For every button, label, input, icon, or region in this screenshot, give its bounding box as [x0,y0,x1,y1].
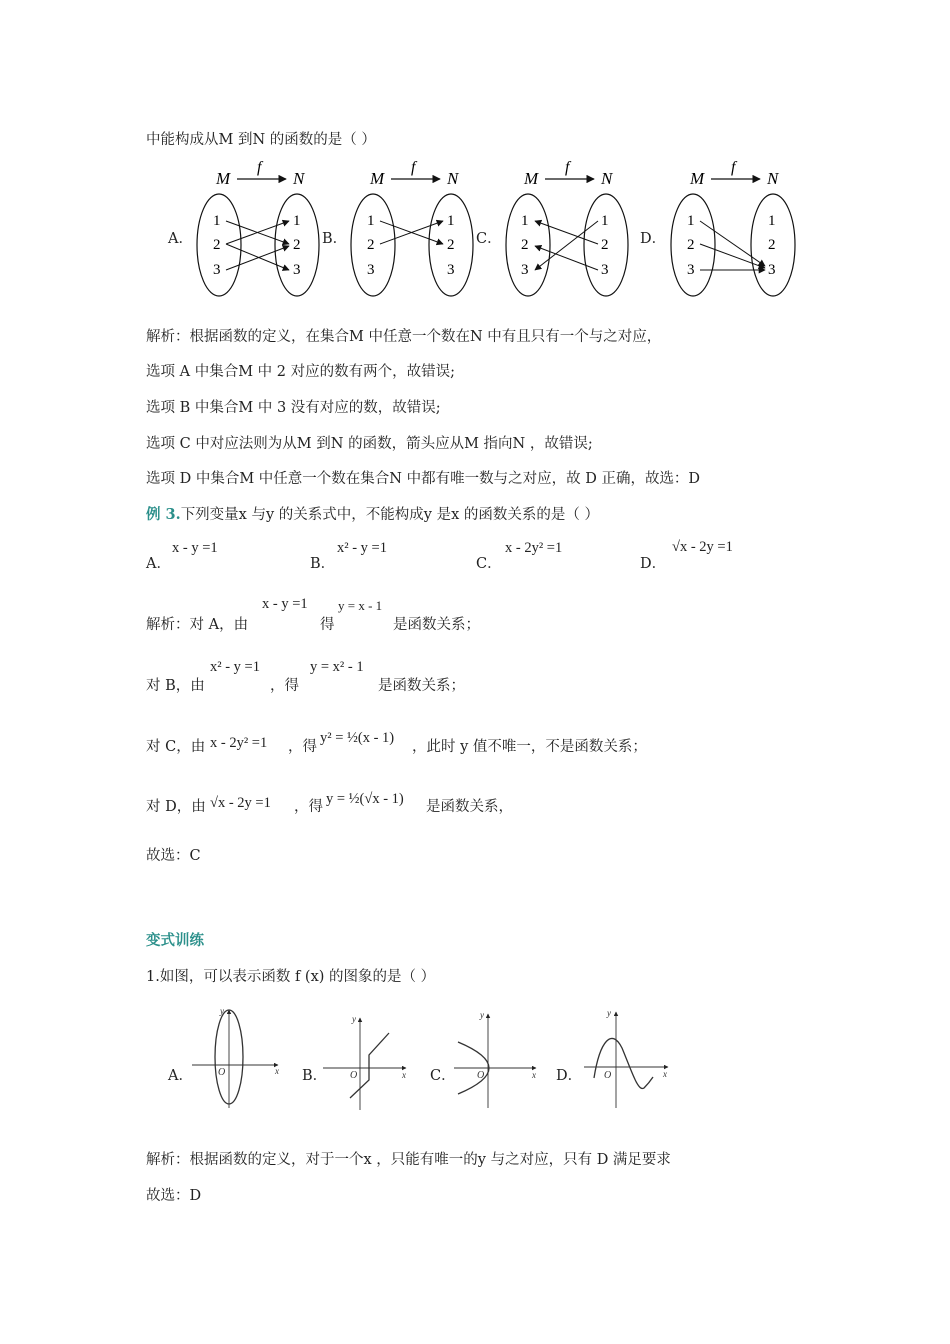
svg-text:1: 1 [367,213,375,229]
solution-3-a-post: 是函数关系； [393,617,480,633]
solution-3-d-pre: 对 D，由 [146,799,206,815]
svg-text:1: 1 [687,213,695,229]
svg-text:3: 3 [447,262,455,278]
svg-text:1: 1 [447,213,455,229]
solution-3-c-eq2: y² = ½(x - 1) [320,730,395,746]
solution-3-d-eq1: √x - 2y =1 [210,795,271,811]
solution-3-c-eq1: x - 2y² =1 [210,735,268,751]
svg-text:2: 2 [213,237,221,253]
solution-3-c-mid: ，得 [288,739,317,755]
mapping-diagram-d [671,159,795,296]
svg-text:1: 1 [213,213,221,229]
option-c-label: C． [476,231,502,247]
solution-3-b-post: 是函数关系； [378,678,465,694]
solution-3-answer: 故选：C [146,848,201,864]
mapping-diagram-a [197,159,319,296]
svg-text:1: 1 [521,213,529,229]
svg-text:O: O [604,1070,612,1081]
svg-text:M: M [524,169,539,188]
example-3-text: 下列变量x 与y 的关系式中，不能构成y 是x 的函数关系的是（ ） [180,507,599,523]
svg-text:N: N [293,169,305,188]
svg-text:x: x [663,1069,667,1079]
svg-text:2: 2 [447,237,455,253]
svg-text:M: M [690,169,705,188]
solution-3-b-eq2: y = x² - 1 [310,659,364,675]
svg-text:2: 2 [367,237,375,253]
function-graphs [0,1000,950,1115]
ex3-option-d-eq: √x - 2y =1 [672,539,733,555]
svg-text:f: f [731,159,736,176]
graph-c [454,1010,536,1108]
svg-text:2: 2 [601,237,609,253]
svg-text:2: 2 [521,237,529,253]
svg-text:2: 2 [293,237,301,253]
ex3-option-c: C． [476,556,502,572]
graph-b [323,1014,406,1110]
svg-text:3: 3 [601,262,609,278]
svg-text:3: 3 [293,262,301,278]
svg-text:1: 1 [293,213,301,229]
svg-text:f: f [257,159,262,176]
solution-2-line-5: 选项 D 中集合M 中任意一个数在集合N 中都有唯一数与之对应，故 D 正确，故选：D [146,471,701,487]
svg-text:3: 3 [213,262,221,278]
ex3-option-a-eq: x - y =1 [172,540,218,556]
solution-3-d-mid: ，得 [294,799,323,815]
mapping-diagram-b [351,159,473,296]
option-a-label: A． [168,231,193,247]
svg-text:3: 3 [768,262,776,278]
solution-3-a-eq2: y = x - 1 [338,598,383,613]
ex3-option-c-eq: x - 2y² =1 [505,540,563,556]
ex3-option-b-eq: x² - y =1 [337,540,387,556]
svg-text:N: N [767,169,779,188]
solution-2-line-2: 选项 A 中集合M 中 2 对应的数有两个，故错误; [146,364,455,380]
svg-text:2: 2 [687,237,695,253]
graph-a [192,1006,279,1108]
solution-2-line-3: 选项 B 中集合M 中 3 没有对应的数，故错误; [146,400,441,416]
solution-3-b-mid: ，得 [270,678,299,694]
variant-solution: 解析：根据函数的定义，对于一个x ，只能有唯一的y 与之对应，只有 D 满足要求 [146,1152,671,1168]
svg-text:y: y [220,1006,224,1016]
svg-text:y: y [607,1008,611,1018]
question-2-stem: 中能构成从M 到N 的函数的是（ ） [146,132,376,148]
svg-text:f: f [565,159,570,176]
svg-text:M: M [216,169,231,188]
solution-3-a-mid: 得 [320,617,335,633]
svg-text:M: M [370,169,385,188]
mapping-diagram-c [506,159,628,296]
graph-option-a-label: A． [168,1068,193,1084]
graph-option-b-label: B． [302,1068,328,1084]
option-d-label: D． [640,231,667,247]
solution-3-a-eq1: x - y =1 [262,596,308,612]
svg-text:1: 1 [601,213,609,229]
ex3-option-a: A． [146,556,171,572]
variant-answer: 故选：D [146,1188,202,1204]
solution-2-line-4: 选项 C 中对应法则为从M 到N 的函数，箭头应从M 指向N ，故错误; [146,436,593,452]
solution-2-line-1: 解析：根据函数的定义，在集合M 中任意一个数在N 中有且只有一个与之对应， [146,329,662,345]
graph-option-d-label: D． [556,1068,583,1084]
svg-text:O: O [350,1070,358,1081]
svg-text:x: x [402,1070,406,1080]
variant-heading: 变式训练 [146,932,204,949]
svg-text:1: 1 [768,213,776,229]
svg-text:N: N [601,169,613,188]
svg-text:y: y [352,1014,356,1024]
mapping-diagrams [0,150,950,305]
example-3-stem [146,503,599,524]
variant-question-1: 1.如图，可以表示函数 f (x) 的图象的是（ ） [146,969,436,985]
svg-text:x: x [532,1070,536,1080]
ex3-option-d: D． [640,556,667,572]
svg-text:O: O [218,1067,226,1078]
solution-3-b-pre: 对 B，由 [146,678,205,694]
solution-3-c-pre: 对 C，由 [146,739,206,755]
option-b-label: B． [322,231,348,247]
example-3-label: 例 3. [146,506,181,523]
solution-3-a-pre: 解析：对 A，由 [146,617,249,633]
svg-text:f: f [411,159,416,176]
svg-text:y: y [480,1010,484,1020]
svg-text:3: 3 [521,262,529,278]
ex3-option-b: B． [310,556,336,572]
svg-text:3: 3 [367,262,375,278]
svg-text:x: x [275,1066,279,1076]
graph-d [584,1008,668,1108]
svg-text:3: 3 [687,262,695,278]
svg-text:N: N [447,169,459,188]
svg-text:2: 2 [768,237,776,253]
solution-3-c-post: ，此时 y 值不唯一，不是函数关系； [412,739,647,755]
solution-3-b-eq1: x² - y =1 [210,659,260,675]
solution-3-d-eq2: y = ½(√x - 1) [326,791,404,807]
svg-text:O: O [477,1070,485,1081]
graph-option-c-label: C． [430,1068,456,1084]
solution-3-d-post: 是函数关系， [426,799,513,815]
